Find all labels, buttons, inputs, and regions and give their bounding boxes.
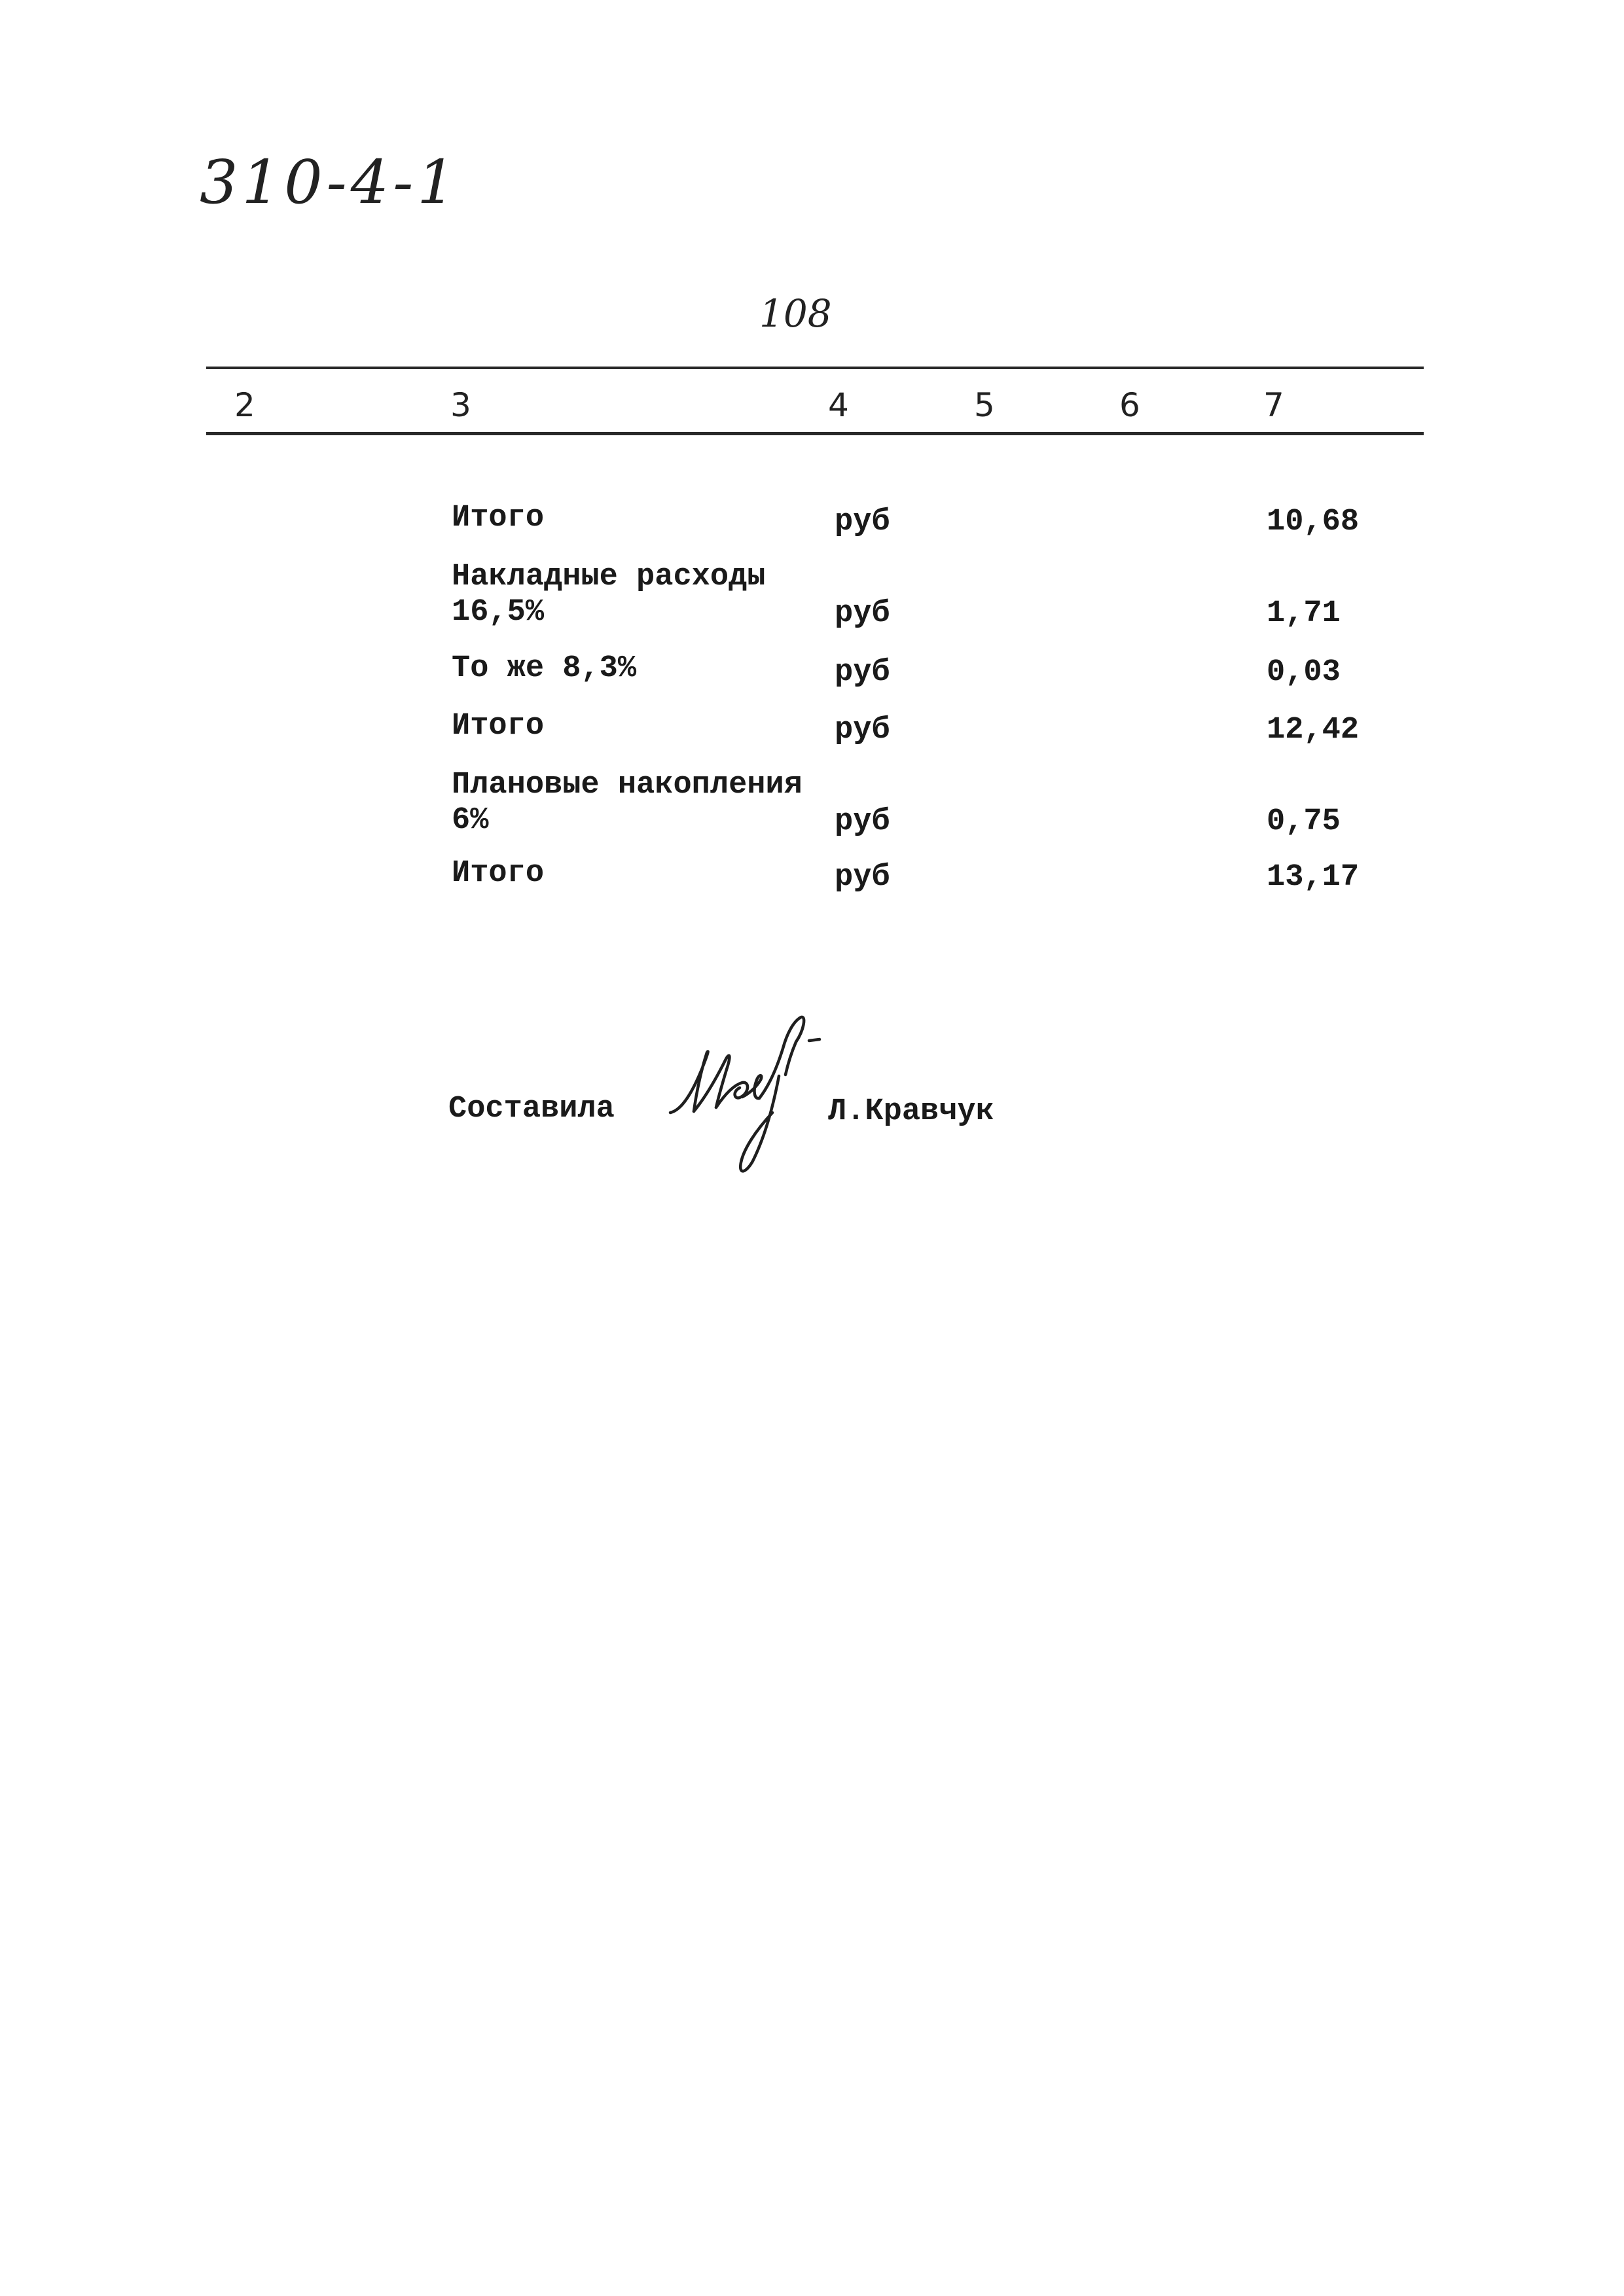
- signature-block: [0, 1014, 1624, 1185]
- column-number-6: 6: [1119, 386, 1140, 424]
- row-description: Итого: [452, 501, 545, 535]
- table-header-rule: [206, 432, 1424, 435]
- column-number-7: 7: [1263, 386, 1284, 424]
- column-number-3: 3: [450, 386, 471, 424]
- row-amount: 12,42: [1267, 713, 1360, 747]
- row-description: Итого: [452, 709, 545, 744]
- table-row: [0, 651, 1624, 717]
- table-row: [0, 709, 1624, 774]
- row-unit: руб: [835, 804, 890, 839]
- row-amount: 0,75: [1267, 804, 1341, 839]
- table-top-rule: [206, 367, 1424, 369]
- table-row: [0, 501, 1624, 566]
- table-row: [0, 856, 1624, 922]
- row-unit: руб: [835, 596, 890, 631]
- row-unit: руб: [835, 655, 890, 690]
- row-amount: 10,68: [1267, 505, 1360, 539]
- table-row: [0, 768, 1624, 839]
- table-row: [0, 560, 1624, 631]
- column-number-2: 2: [234, 386, 255, 424]
- row-description: Плановые накопления 6%: [452, 768, 803, 838]
- signer-name: Л.Кравчук: [828, 1094, 994, 1129]
- document-code: 310-4-1: [200, 147, 460, 217]
- signature-label: Составила: [448, 1092, 615, 1126]
- row-amount: 0,03: [1267, 655, 1341, 690]
- column-number-5: 5: [974, 386, 995, 424]
- row-description: То же 8,3%: [452, 651, 637, 686]
- row-unit: руб: [835, 713, 890, 747]
- row-description: Итого: [452, 856, 545, 891]
- row-amount: 1,71: [1267, 596, 1341, 631]
- signature-scribble: [661, 1014, 851, 1185]
- row-description: Накладные расходы 16,5%: [452, 560, 766, 630]
- column-number-4: 4: [828, 386, 849, 424]
- row-unit: руб: [835, 860, 890, 895]
- page-number: 108: [759, 291, 832, 336]
- row-unit: руб: [835, 505, 890, 539]
- row-amount: 13,17: [1267, 860, 1360, 895]
